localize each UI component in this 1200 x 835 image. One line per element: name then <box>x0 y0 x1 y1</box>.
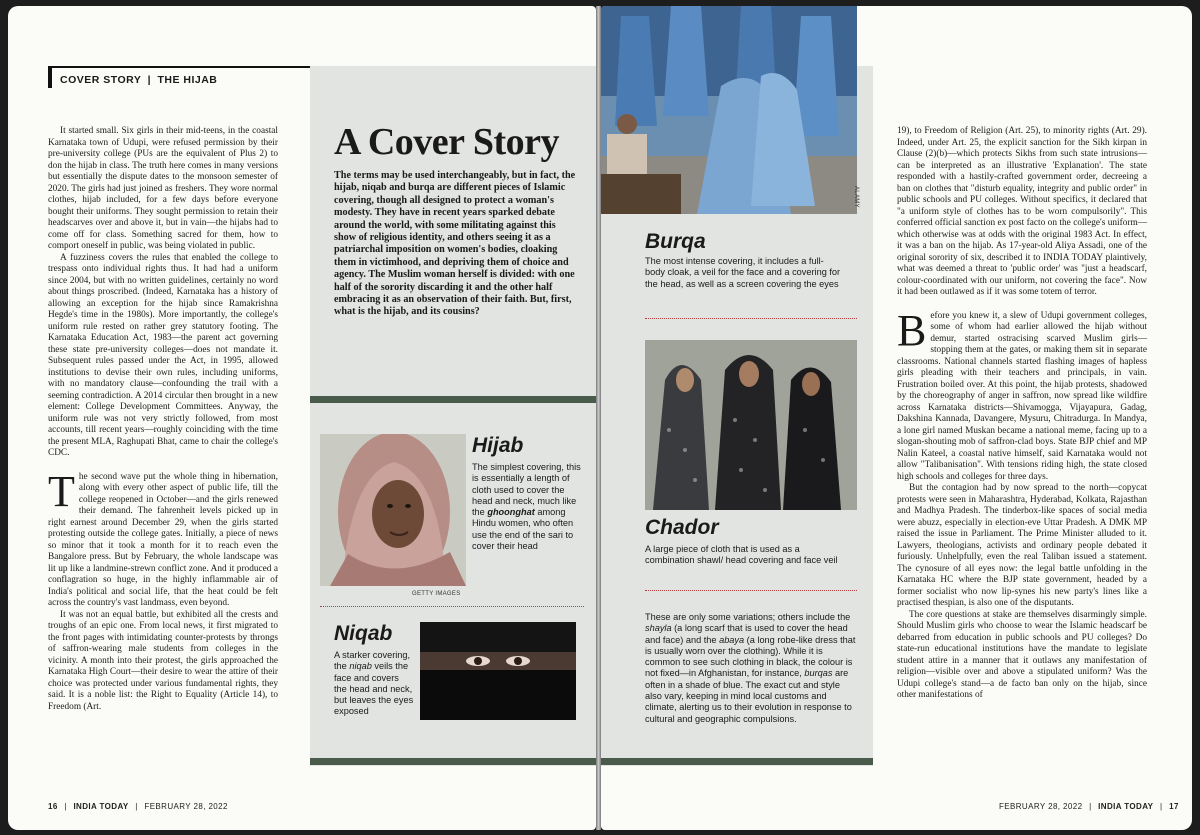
dropcap-b: B <box>897 305 927 355</box>
hijab-photo <box>320 434 466 586</box>
right-body-column <box>897 126 1147 702</box>
photo-credit-getty: GETTY IMAGES <box>412 591 461 597</box>
niqab-photo <box>420 622 576 720</box>
rubric-main: COVER STORY <box>60 74 142 86</box>
page-number-right: 17 <box>1169 802 1179 811</box>
burqa-description: The most intense covering, it includes a full-body cloak, a veil for the face and a covering for the head, as well as a screen covering the eyes <box>645 256 841 289</box>
ghoonghat-term: ghoonghat <box>487 507 535 518</box>
right-paragraph-1: 19), to Freedom of Religion (Art. 25), to minority rights (Art. 29). Indeed, under Art. 25, the explicit sanction for the Sikh kirpan in Clause (2)(b)—which protects Sikhs from such state intrusions—can be interpreted as an illustrative 'Explanation'. The state responded with a hastily-crafted government order, decreeing a ban on clothes that "disturb equality, integrity and public order" in public schools and PU colleges. Without specifics, it declared that "a uniform style of clothes has to be worn compulsorily". This conferred official sanction ex post facto on the college's uniform—which otherwise was at odds with the original 1983 Act. In effect, it was a ban on the hijab. As 17-year-old Aliya Assadi, one of the original sorority of six, described it to INDIA TODAY plaintively, what was deemed a threat to 'public order' was "just a headscarf, colour-coordinated with our uniform, not covering the face". Now it had been outlawed as if it was some totem of terror. <box>897 126 1147 297</box>
burqa-illustration <box>601 6 857 214</box>
chador-description: A large piece of cloth that is used as a combination shawl/ head covering and face veil <box>645 544 838 566</box>
hijab-illustration <box>320 434 466 586</box>
niqab-illustration <box>420 622 576 720</box>
left-page <box>8 6 596 830</box>
magazine-name-right: INDIA TODAY <box>1098 802 1154 811</box>
niqab-description: A starker covering, the niqab veils the face and covers the head and neck, but leaves the eyes exposed <box>334 650 414 717</box>
right-page <box>601 6 1192 830</box>
hijab-title: Hijab <box>472 434 524 457</box>
right-bottom-bar <box>601 758 873 765</box>
rubric-sub: THE HIJAB <box>157 74 218 86</box>
paragraph-1: It started small. Six girls in their mid-teens, in the coastal Karnataka town of Udupi, were refused permission by their pre-university college (PUs are the equivalent of Plus 2) to don the hijab in class. The truth here comes in many versions but essentially the dispute dates to the monsoon semester of 2020. The girls had just joined as freshers. They wore normal clothes, hijab included, for a few days before everyone bought their uniforms. They sought permission to retain their headscarves over and above it, but in vain—the hijabs had to come off for class. Something sacred for them, how to comport oneself in public, was being violated in public. <box>48 126 278 251</box>
section-rubric <box>60 74 217 86</box>
left-body-column <box>48 126 278 713</box>
paragraph-3-text: he second wave put the whole thing in hibernation, along with every other aspect of public life, till the college reopened in October—and the girls renewed their demand. The fahrenheit levels picked up in right earnest around December 29, when the girls started protesting outside the college gates. Initially, a piece of news so minor that it took a month for it to reach even the Bangalore press. But by February, the whole landscape was lit up like a landmine-strewn conflict zone. And it produced a conflagration so huge, in the highly inflammable air of India's political and social life, that the heat could be felt across the country's vast landmass, even beyond. <box>48 471 278 608</box>
burqa-title: Burqa <box>645 230 706 253</box>
issue-date-right: FEBRUARY 28, 2022 <box>999 802 1083 811</box>
burqa-photo <box>601 6 857 214</box>
hijab-description: The simplest covering, this is essentially a length of cloth used to cover the head and neck, much like the ghoonghat among Hindu women, who often use the end of the sari to cover their head <box>472 462 581 552</box>
niqab-term: niqab <box>349 661 372 672</box>
chador-rule <box>645 590 857 591</box>
paragraph-4: It was not an equal battle, but exhibited all the crests and troughs of an epic one. From local news, it first migrated to the front pages with intimidating counter-protests by throngs of saffron-wearing male students from colleges in the vicinity. A month into their protest, the girls approached the Karnataka High Court—their desire to wear the attire of their choice was protected under various fundamental rights, they said. It is a noble list: the Right to Equality (Article 14), to Freedom (Art. <box>48 609 278 712</box>
left-footer: 16 | INDIA TODAY | FEBRUARY 28, 2022 <box>48 802 228 811</box>
rubric-marker <box>48 66 52 88</box>
variations-note: These are only some variations; others include the shayla (a long scarf that is used to cover the head and face) and the abaya (a long robe-like dress that is usually worn over the clothing). While it is common to see such clothing in black, the colour is not fixed—in Afghanistan, for instance, burqas are often in a shade of blue. The exact cut and style also vary, keeping in mind local customs and climate, alerting us to their evolution in response to cultural and geographic compulsions. <box>645 612 856 724</box>
chador-title: Chador <box>645 516 719 539</box>
rubric-rule <box>48 66 310 68</box>
right-paragraph-2: Before you knew it, a slew of Udupi government colleges, some of whom had earlier allowed the hijab without demur, started ostracising scarved Muslim girls—stopping them at the gates, or making them sit in separate classrooms. National channels started flashing images of hapless girls pleading with their teachers and principals, in vain. Frustration boiled over. At this point, the hijab protests, shadowed by the choreography of anger in saffron, now spread like wildfire across Karnataka districts—Shivamogga, Vijayapura, Gadag, Dakshina Kannada, Davangere, Mysuru, Chitradurga. In Mandya, a lone girl named Muskan became a national meme, facing up to a slogan-shouting mob of saffron-clad boys. State BJP chief and MP Nalin Kateel, a coastal native himself, said Karnataka would not allow "Talibanisation". With tensions riding high, the state closed high schools and colleges for three days. <box>897 305 1147 482</box>
niqab-title: Niqab <box>334 622 393 645</box>
panel-heading: A Cover Story <box>334 121 559 163</box>
rubric-separator: | <box>147 74 152 86</box>
right-explainer-panel <box>601 66 873 766</box>
right-paragraph-4: The core questions at stake are themselves disarmingly simple. Should Muslim girls who choose to wear the Islamic headscarf be debarred from education in public schools and PU colleges? Do state-run educational institutions have the mandate to legislate student attire in a manner that it outlaws any manifestation of religion—visible over and above a stipulated uniform? Was the Udupi college's stand—a de facto ban only on the hijab, since other manifestations of <box>897 609 1147 700</box>
chador-illustration <box>645 340 857 510</box>
paragraph-3 <box>48 466 278 610</box>
burqa-rule <box>645 318 857 319</box>
paragraph-2: A fuzziness covers the rules that enabled the college to trespass onto individual rights thus. It had had a uniform since 2004, but with no written guidelines, certainly no word about things proscribed. (Indeed, Karnataka has a history of allowing an exception for the hijab since Ramakrishna Hegde's time in the 1980s). More importantly, the college's uniform rule rested on rather grey statutory footing. The Karnataka Education Act, 1983—the parent act governing these state pre-university colleges—does not mandate it. Subsequent rules passed under the Act, in 1995, allowed institutions to devise their own rules, including uniforms, with no mandatory clause—confounding the trail with a seeming contradiction. A 2014 circular then brought in a new element: College Development Committees. Anyway, the uniform rule was not very strictly followed, from most accounts, till recent years—roughly coinciding with the time the present MLA, Raghupati Bhat, came to chair the college's CDC. <box>48 252 278 458</box>
left-bottom-bar <box>310 758 596 765</box>
magazine-name-left: INDIA TODAY <box>73 802 129 811</box>
issue-date-left: FEBRUARY 28, 2022 <box>144 802 228 811</box>
page-number-left: 16 <box>48 802 58 811</box>
explainer-panel <box>310 66 596 766</box>
dropcap-t: T <box>48 466 75 516</box>
right-footer: FEBRUARY 28, 2022 | INDIA TODAY | 17 <box>999 802 1179 811</box>
panel-divider <box>310 396 596 403</box>
photo-credit-alamy: ALAMY <box>853 186 859 208</box>
right-paragraph-3: But the contagion had by now spread to the north—copycat protests were seen in Maharashtra, Hyderabad, Kolkata, Rajasthan and Madhya Pradesh. The tinderbox-like spaces of social media were abuzz, especially in election-eve Uttar Pradesh. A DMK MP raised the issue in Parliament. The Prime Minister alluded to it. Lawyers, theologians, activists and ordinary people debated it furiously. Unhelpfully, even the real Taliban issued a statement. The cynosure of all eyes now: the legal battle unfolding in the Karnataka HC where the BJP state government, headed by a former socialist who now lip-synes his new party's lines like a practised thespian, is also one of the disputants. <box>897 483 1147 608</box>
hijab-rule <box>320 606 584 607</box>
panel-lede: The terms may be used interchangeably, but in fact, the hijab, niqab and burqa are different pieces of Islamic covering, though all designed to protect a woman's modesty. They have in recent years sparked debate around the world, with some militating against this show of religious identity, and others seeing it as a patriarchal imposition on women's bodies, cloaking them in victimhood, and depriving them of choice and agency. The Muslim woman herself is divided: with one half of the sorority discarding it and the other half embracing it as an observation of their faith. But, first, what is the hijab, and its cousins? <box>334 170 576 318</box>
chador-photo <box>645 340 857 510</box>
